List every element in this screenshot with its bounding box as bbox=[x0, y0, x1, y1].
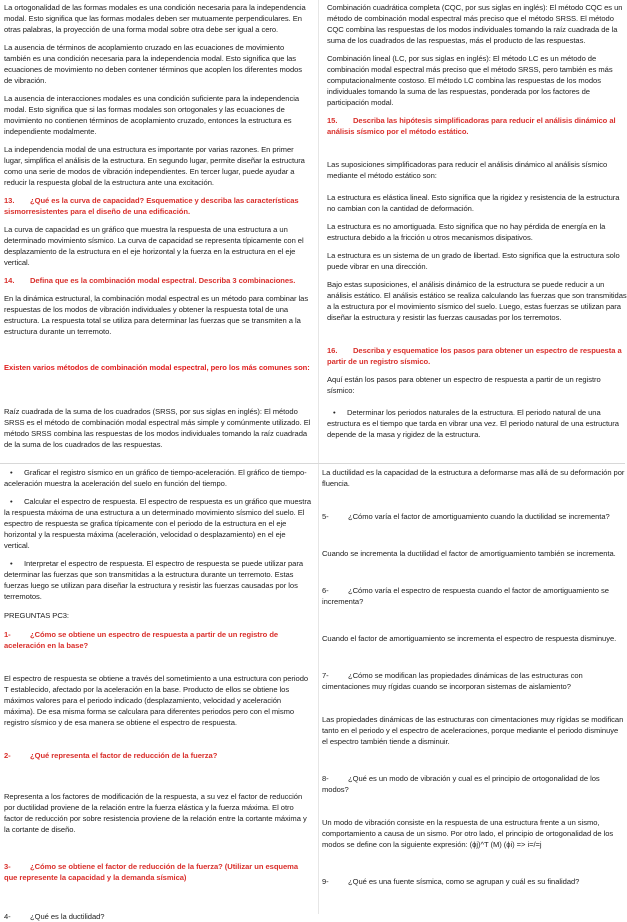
question-text: ¿Cómo varía el espectro de respuesta cuando el factor de amortiguamiento se incrementa? bbox=[322, 586, 609, 606]
paragraph-modal-combination: En la dinámica estructural, la combinación modal espectral es un método para combinar las respuestas de los modos de vibración individuales y obtener la respuesta total de una estructura. La respuesta total se utiliza para determinar las fuerzas que se transmiten a la estructura durante un terremoto. bbox=[4, 294, 309, 336]
question-15 bbox=[327, 115, 625, 137]
answer-5: Cuando se incrementa la ductilidad el factor de amortiguamiento también se incrementa. bbox=[322, 549, 616, 558]
paragraph-capacity-curve: La curva de capacidad es un gráfico que muestra la respuesta de una estructura a un determinado movimiento sísmico. La curva de capacidad se representa típicamente con el desplazamiento de la estructura en el eje horizontal y la fuerza en la estructura en el eje vertical. bbox=[4, 225, 304, 267]
bullet-calculate-spectrum bbox=[4, 496, 312, 551]
question-number: 8- bbox=[322, 774, 329, 783]
question-number: 2- bbox=[4, 751, 11, 760]
pc3-question-9 bbox=[322, 876, 625, 887]
top-right-column bbox=[327, 2, 625, 464]
question-number: 9- bbox=[322, 877, 329, 886]
question-number: 3- bbox=[4, 862, 11, 871]
pc3-question-4 bbox=[4, 911, 312, 922]
bullet-icon: • bbox=[10, 559, 13, 568]
paragraph-modal-interactions: La ausencia de interacciones modales es una condición suficiente para la independencia modal. Esto significa que si las formas modales son ortogonales y las ecuaciones de movimiento no contienen términos de acoplamiento cruzado, entonces la estructura es independiente modalmente. bbox=[4, 94, 300, 136]
answer-ductility: La ductilidad es la capacidad de la estructura a deformarse mas allá de su deformación por fluencia. bbox=[322, 468, 625, 488]
bullet-icon: • bbox=[10, 468, 13, 477]
question-16 bbox=[327, 345, 625, 367]
pc3-question-2 bbox=[4, 750, 312, 761]
bottom-left-column bbox=[4, 467, 312, 921]
question-14 bbox=[4, 275, 312, 286]
bullet-text: Interpretar el espectro de respuesta. El espectro de respuesta se puede utilizar para determinar las fuerzas que son transmitidas a la estructura durante un terremoto. Estas fuerzas luego se utilizan para diseñar la estructura y resistir las fuerzas causadas por los terremotos. bbox=[4, 559, 303, 601]
answer-8: Un modo de vibración consiste en la respuesta de una estructura frente a un sismo, comportamiento a causa de un sismo. Por otro lado, el principio de ortogonalidad de los modos se define con la siguiente expresión: (ϕj)^T (M) (ϕi) => i=/=j bbox=[322, 818, 614, 849]
question-text: ¿Qué es la curva de capacidad? Esquematice y describa las características sismorresistentes para el diseño de una edificación. bbox=[4, 196, 299, 216]
pc3-question-7 bbox=[322, 670, 625, 692]
question-text: ¿Cómo varía el factor de amortiguamiento cuando la ductilidad se incrementa? bbox=[348, 512, 610, 521]
question-number: 15. bbox=[327, 116, 338, 125]
question-text: Describa y esquematice los pasos para obtener un espectro de respuesta a partir de un registro sísmico. bbox=[327, 346, 622, 366]
column-divider bbox=[318, 0, 319, 914]
paragraph-orthogonality: La ortogonalidad de las formas modales es una condición necesaria para la independencia modal. Esto significa que las formas modales deben ser mutuamente perpendiculares. En otras palabras, la proyección de una forma modal sobre otra debe ser igual a cero. bbox=[4, 3, 306, 34]
question-text: ¿Qué es una fuente sísmica, como se agrupan y cuál es su finalidad? bbox=[348, 877, 580, 886]
question-number: 14. bbox=[4, 276, 15, 285]
pc3-question-5 bbox=[322, 511, 625, 522]
paragraph-linear-elastic: La estructura es elástica lineal. Esto significa que la rigidez y resistencia de la estructura no cambian con la cantidad de deformación. bbox=[327, 193, 620, 213]
pc3-heading: PREGUNTAS PC3: bbox=[4, 611, 69, 620]
answer-7: Las propiedades dinámicas de las estructuras con cimentaciones muy rígidas se modifican tanto en el periodo y el espectro de aceleraciones, porque mediante el periodo disminuye el espectro también tiende a disminuir. bbox=[322, 715, 624, 746]
paragraph-assumptions-intro: Las suposiciones simplificadoras para reducir el análisis dinámico al análisis sísmico mediante el método estático son: bbox=[327, 160, 608, 180]
top-left-column bbox=[4, 2, 312, 460]
question-number: 4- bbox=[4, 912, 11, 921]
pc3-question-3 bbox=[4, 861, 312, 883]
paragraph-cqc: Combinación cuadrática completa (CQC, por sus siglas en inglés): El método CQC es un método de combinación modal espectral más preciso que el método SRSS. El método CQC combina las respuestas de los modos individuales tomando la raíz cuadrada de la suma de los cuadrados de las respuestas, más el producto de las respuestas. bbox=[327, 3, 623, 45]
bullet-text: Calcular el espectro de respuesta. El espectro de respuesta es un gráfico que muestra la respuesta máxima de una estructura a un determinado movimiento sísmico del suelo. El espectro de respuesta se grafica típicamente con el periodo de la estructura en el eje horizontal y la respuesta máxima (aceleración, velocidad o desplazamiento) en el eje vertical. bbox=[4, 497, 312, 550]
paragraph-static-reduction: Bajo estas suposiciones, el análisis dinámico de la estructura se puede reducir a un análisis estático. El análisis estático se realiza calculando las fuerzas que son transmitidas a la estructura por el movimiento sísmico del suelo. Luego, estas fuerzas se utilizan para diseñar la estructura y resistir las fuerzas causadas por los terremotos. bbox=[327, 280, 627, 322]
bullet-text: Determinar los periodos naturales de la estructura. El periodo natural de una estructura es el tiempo que tarda en vibrar una vez. El periodo natural de una estructura depende de la masa y rigidez de la estructura. bbox=[327, 408, 619, 439]
paragraph-cqc-line bbox=[327, 2, 625, 46]
bullet-icon: • bbox=[10, 497, 13, 506]
question-number: 5- bbox=[322, 512, 329, 521]
answer-2: Representa a los factores de modificación de la respuesta, a su vez el factor de reducción por ductilidad proviene de la relación entre la fuerza elástica y la fuerza máxima. El otro factor de reducción por sobre resistencia proviene de la relación entre la cortante máxima y la cortante de diseño. bbox=[4, 792, 307, 834]
question-text: Defina que es la combinación modal espectral. Describa 3 combinaciones. bbox=[30, 276, 296, 285]
paragraph-cross-coupling: La ausencia de términos de acoplamiento cruzado en las ecuaciones de movimiento también es una condición necesaria para la independencia modal. Esto significa que las ecuaciones de movimiento no deben contener términos que acoplen los diferentes modos de vibración. bbox=[4, 43, 303, 85]
question-text: ¿Cómo se modifican las propiedades dinámicas de las estructuras con cimentaciones muy rígidas cuando se incorporan sistemas de aislamiento? bbox=[322, 671, 583, 691]
bullet-text: Graficar el registro sísmico en un gráfico de tiempo-aceleración. El gráfico de tiempo-aceleración muestra la aceleración del suelo en función del tiempo. bbox=[4, 468, 307, 488]
answer-6: Cuando el factor de amortiguamiento se incrementa el espectro de respuesta disminuye. bbox=[322, 634, 617, 643]
pc3-question-8 bbox=[322, 773, 625, 795]
paragraph-srss: Raíz cuadrada de la suma de los cuadrados (SRSS, por sus siglas en inglés): El método SRSS es el método de combinación modal espectral más simple y comúnmente utilizado. El método SRSS combina las respuestas de los modos individuales tomando la raíz cuadrada de la suma de los cuadrados de las respuestas. bbox=[4, 407, 311, 449]
methods-heading: Existen varios métodos de combinación modal espectral, pero los más comunes son: bbox=[4, 363, 310, 372]
question-number: 6- bbox=[322, 586, 329, 595]
question-text: ¿Cómo se obtiene un espectro de respuesta a partir de un registro de aceleración en la base? bbox=[4, 630, 279, 650]
question-text: ¿Qué representa el factor de reducción de la fuerza? bbox=[30, 751, 218, 760]
answer-1: El espectro de respuesta se obtiene a través del sometimiento a una estructura con periodo T establecido, afectado por la aceleración en la base. Producto de ellos se obtiene los máximos valores para el periodo indicado (desplazamiento, velocidad y aceleración máxima). De esa misma forma se calculara para diferentes periodos pero con el mismo registro sísmico y de esa manera se obtiene el espectro de respuesta. bbox=[4, 674, 309, 727]
question-text: ¿Qué es un modo de vibración y cual es el principio de ortogonalidad de los modos? bbox=[322, 774, 600, 794]
question-text: Describa las hipótesis simplificadoras para reducir el análisis dinámico al análisis sísmico por el método estático. bbox=[327, 116, 616, 136]
question-number: 16. bbox=[327, 346, 338, 355]
question-text: ¿Cómo se obtiene el factor de reducción de la fuerza? (Utilizar un esquema que represente la capacidad y la demanda sísmica) bbox=[4, 862, 299, 882]
question-number: 1- bbox=[4, 630, 11, 639]
paragraph-modal-independence: La independencia modal de una estructura es importante por varias razones. En primer lugar, simplifica el análisis de la estructura. En segundo lugar, permite diseñar la estructura como una serie de modos de vibración independientes. En tercer lugar, puede ayudar a reducir la respuesta global de la estructura ante una excitación. bbox=[4, 145, 305, 187]
pc3-question-1 bbox=[4, 629, 312, 651]
paragraph-steps-intro: Aquí están los pasos para obtener un espectro de respuesta a partir de un registro sísmico: bbox=[327, 375, 601, 395]
bottom-right-column bbox=[322, 467, 625, 912]
paragraph-undamped: La estructura es no amortiguada. Esto significa que no hay pérdida de energía en la estructura debido a la fricción u otros mecanismos disipativos. bbox=[327, 222, 606, 242]
bullet-graph-record bbox=[4, 467, 312, 489]
question-text: ¿Qué es la ductilidad? bbox=[30, 912, 105, 921]
pc3-question-6 bbox=[322, 585, 625, 607]
bullet-icon: • bbox=[333, 408, 336, 417]
question-13 bbox=[4, 195, 312, 217]
paragraph-sdof: La estructura es un sistema de un grado de libertad. Esto significa que la estructura solo puede vibrar en una dirección. bbox=[327, 251, 620, 271]
question-number: 13. bbox=[4, 196, 15, 205]
bullet-natural-periods bbox=[327, 407, 627, 440]
question-number: 7- bbox=[322, 671, 329, 680]
bullet-interpret-spectrum bbox=[4, 558, 312, 602]
paragraph-lc: Combinación lineal (LC, por sus siglas en inglés): El método LC es un método de combinación modal espectral más preciso que el método SRSS, pero también es más computacionalmente costoso. El método LC combina las respuestas de los modos individuales tomando la suma de las respuestas, ponderada por los factores de participación modal. bbox=[327, 54, 613, 107]
